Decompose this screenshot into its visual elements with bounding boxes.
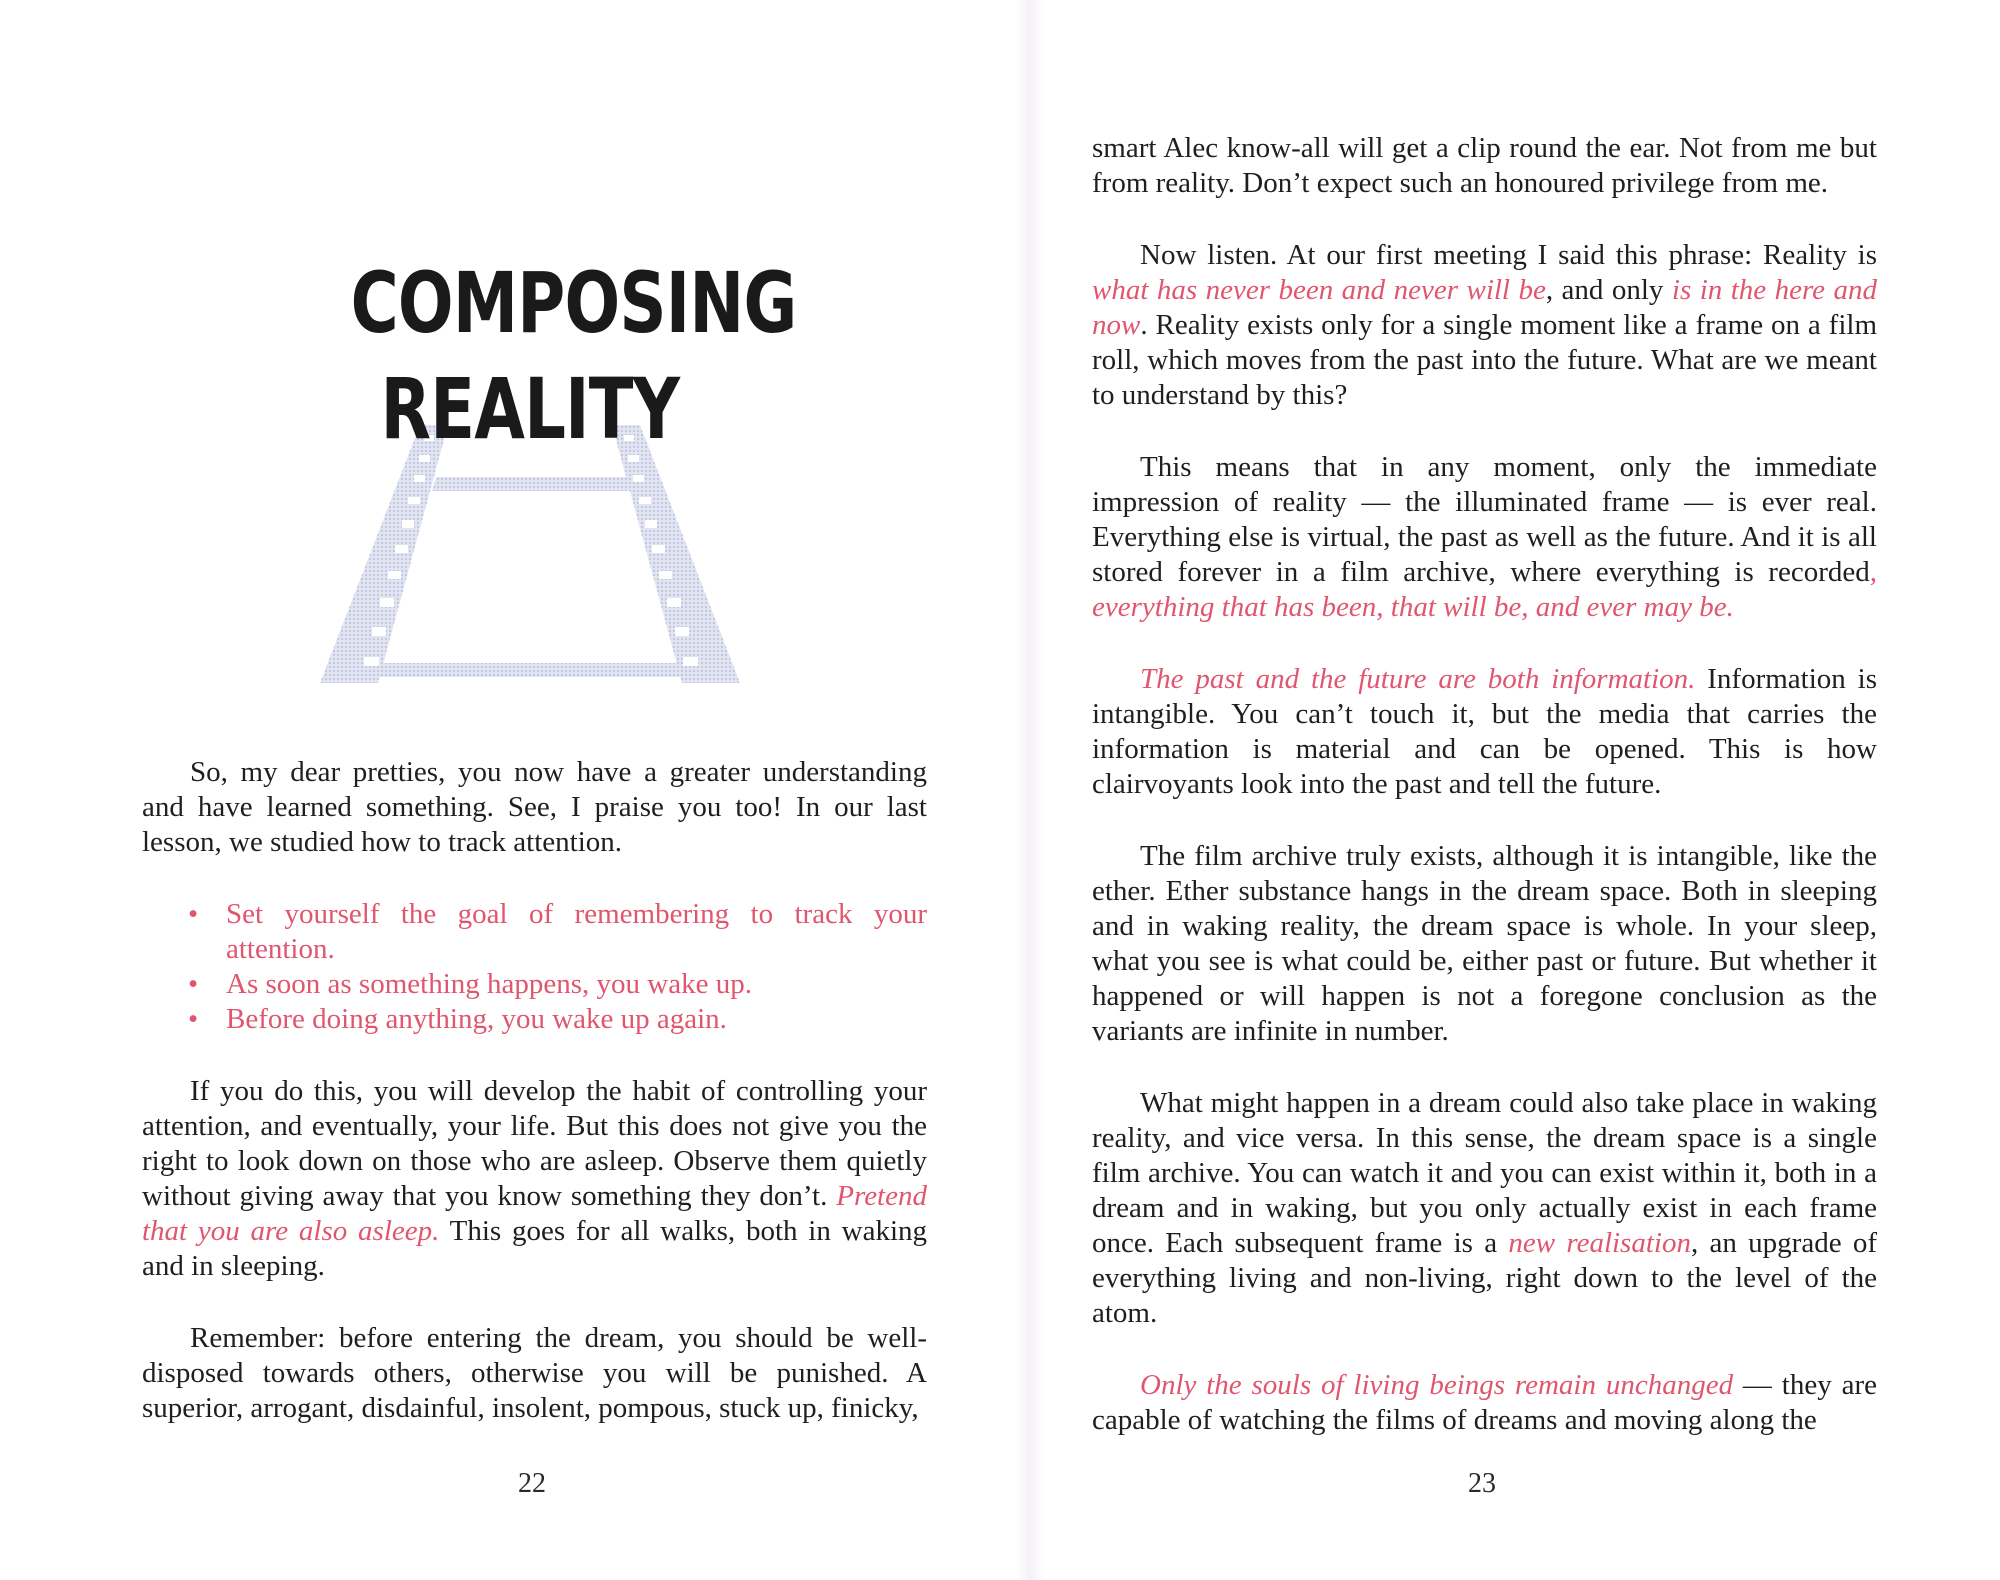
bullet-text-3: Before doing anything, you wake up again. [226, 1003, 727, 1035]
right-paragraph-6 [1092, 1086, 1877, 1331]
right-paragraph-2-part-2: , and only [1545, 274, 1672, 306]
bullet-dot-icon: • [188, 968, 199, 1000]
right-paragraph-6-accent: new realisation [1508, 1227, 1691, 1259]
right-paragraph-7 [1092, 1368, 1877, 1438]
right-paragraph-4-accent: The past and the future are both information. [1140, 663, 1696, 695]
right-paragraph-2-accent-1: what has never been and never will be [1092, 274, 1546, 306]
right-paragraph-4 [1092, 662, 1877, 802]
bullet-dot-icon: • [188, 1003, 199, 1035]
right-paragraph-3-text: This means that in any moment, only the immediate impression of reality — the illuminated frame — is ever real. Everything else is virtual, the past as well as the future. And it is all stored forever in a film archive, where everything is recorded [1092, 451, 1877, 588]
left-paragraph-2-tail: This goes for all walks, both in waking and in sleeping. [142, 1215, 927, 1282]
page-number-right: 23 [1468, 1468, 1496, 1499]
left-paragraph-2-accent: Pretend that you are also asleep. [142, 1180, 927, 1247]
left-page-body [142, 755, 927, 1463]
chapter-title-line-2: REALITY [380, 360, 680, 458]
right-paragraph-7-text: — they are capable of watching the films of dreams and moving along the [1092, 1369, 1877, 1436]
film-strip-illustration [320, 425, 740, 685]
bullet-dot-icon: • [188, 898, 199, 930]
film-rail-right [612, 425, 740, 683]
right-paragraph-3-accent: , everything that has been, that will be, and ever may be. [1092, 556, 1877, 623]
page-number-left: 22 [518, 1468, 546, 1499]
bullet-text-1: Set yourself the goal of remembering to track your attention. [226, 898, 927, 965]
right-paragraph-2-part-3: . Reality exists only for a single moment like a frame on a film roll, which moves from the past into the future. What are we meant to understand by this? [1092, 309, 1877, 411]
bullet-item-1 [188, 897, 927, 967]
right-paragraph-1: smart Alec know-all will get a clip round the ear. Not from me but from reality. Don’t expect such an honoured privilege from me. [1092, 132, 1877, 199]
left-paragraph-1: So, my dear pretties, you now have a greater understanding and have learned something. See, I praise you too! In our last lesson, we studied how to track attention. [142, 756, 927, 858]
bullet-item-2 [188, 967, 927, 1002]
chapter-title-line-1: COMPOSING [350, 254, 797, 352]
right-paragraph-3 [1092, 450, 1877, 625]
film-rail-left [320, 425, 448, 683]
right-paragraph-6-tail: , an upgrade of everything living and non-living, right down to the level of the atom. [1092, 1227, 1878, 1329]
chapter-title [350, 250, 797, 462]
attention-bullet-list [142, 897, 927, 1037]
right-paragraph-7-accent: Only the souls of living beings remain unchanged [1140, 1369, 1734, 1401]
right-paragraph-4-text: Information is intangible. You can’t touch it, but the media that carries the information is material and can be opened. This is how clairvoyants look into the past and tell the future. [1092, 663, 1878, 800]
left-paragraph-3: Remember: before entering the dream, you should be well-disposed towards others, otherwise you will be punished. A superior, arrogant, disdainful, insolent, pompous, stuck up, finicky, [142, 1322, 927, 1424]
left-paragraph-2-text: If you do this, you will develop the habit of controlling your attention, and eventually, your life. But this does not give you the right to look down on those who are asleep. Observe them quietly without giving away that you know something they don’t. [142, 1075, 927, 1212]
right-paragraph-2-accent-2: is in the here and now [1092, 274, 1878, 341]
right-paragraph-2-part-1: Now listen. At our first meeting I said this phrase: Reality is [1140, 239, 1877, 271]
right-paragraph-2 [1092, 238, 1877, 413]
film-frame-bar-top [432, 477, 636, 491]
right-paragraph-6-text: What might happen in a dream could also take place in waking reality, and vice versa. In this sense, the dream space is a single film archive. You can watch it and you can exist within it, both in a dream and in waking, but you only actually exist in each frame once. Each subsequent frame is a [1092, 1087, 1877, 1259]
right-paragraph-5: The film archive truly exists, although it is intangible, like the ether. Ether substance hangs in the dream space. Both in sleeping and in waking reality, the dream space is whole. In your sleep, what you see is what could be, either past or future. But whether it happened or will happen is not a foregone conclusion as the variants are infinite in number. [1092, 840, 1877, 1047]
bullet-item-3 [188, 1002, 927, 1037]
left-paragraph-2 [142, 1074, 927, 1284]
film-frame-bar-bottom [376, 663, 696, 677]
bullet-text-2: As soon as something happens, you wake up. [226, 968, 752, 1000]
right-page-body [1092, 131, 1877, 1475]
